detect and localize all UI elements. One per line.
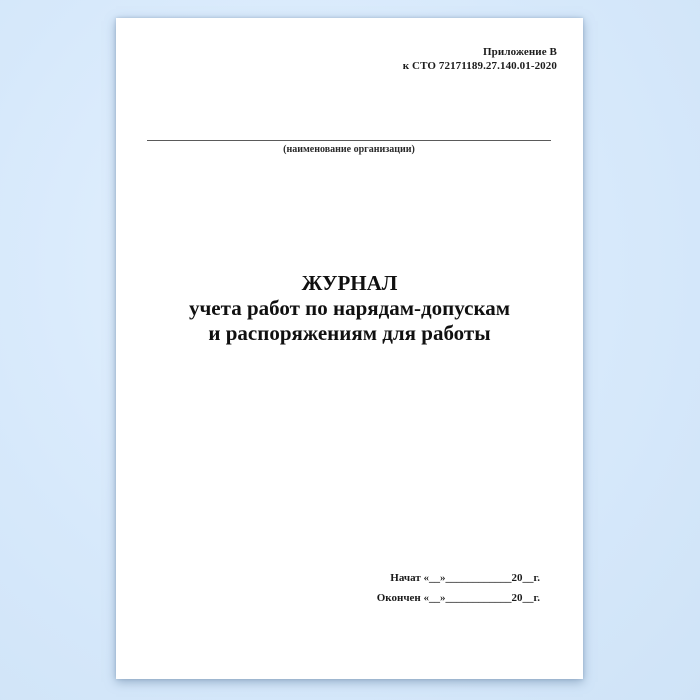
annex-standard-number: к СТО 72171189.27.140.01-2020 [402,60,557,72]
organization-caption: (наименование организации) [283,144,415,155]
annex-label: Приложение В [483,46,557,58]
journal-cover-page [116,18,583,679]
journal-title-line-3: и распоряжениям для работы [208,321,491,345]
journal-title-line-1: ЖУРНАЛ [301,271,398,295]
start-date-field: Начат «__»____________20__г. [390,572,540,584]
annex-reference-block [403,45,557,73]
date-fields-block [377,572,540,604]
organization-name-field [147,140,551,156]
end-date-field: Окончен «__»____________20__г. [376,592,540,604]
journal-title-line-2: учета работ по нарядам-допускам [188,296,511,320]
journal-title [116,271,583,346]
